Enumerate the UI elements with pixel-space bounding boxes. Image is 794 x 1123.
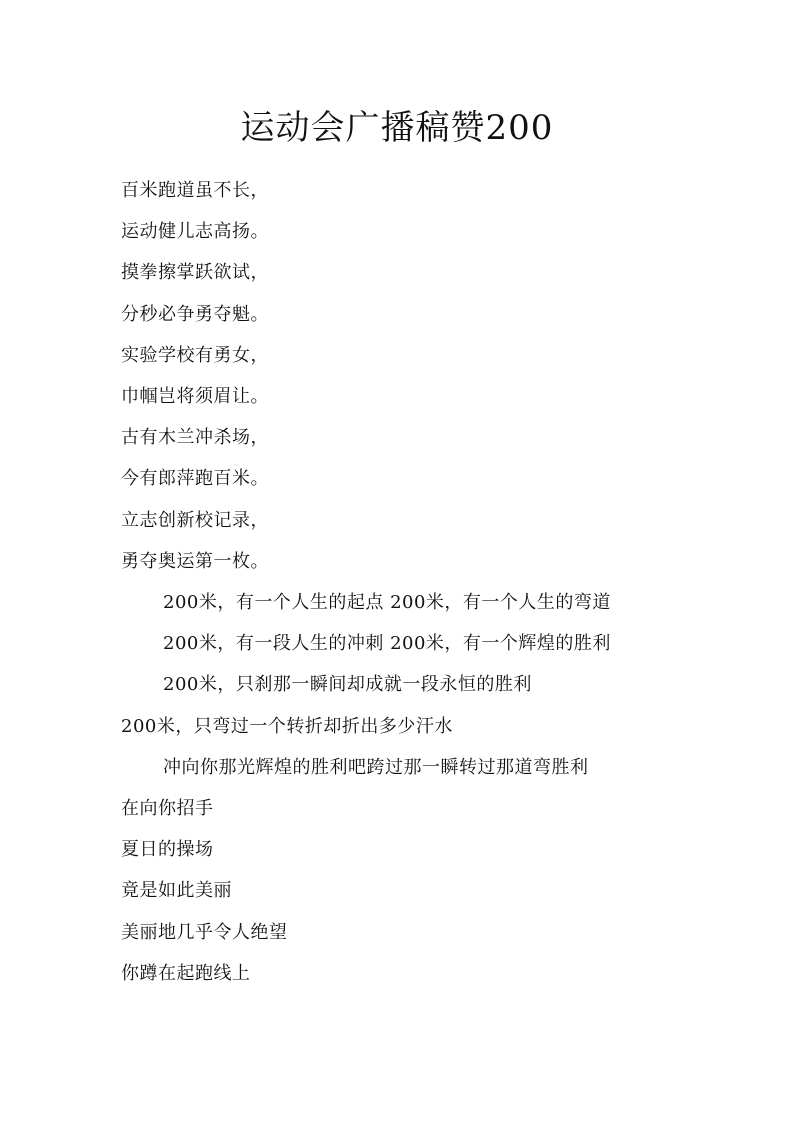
body-line: 200米，只刹那一瞬间却成就一段永恒的胜利 <box>163 674 532 696</box>
body-line: 分秒必争勇夺魁。 <box>121 303 269 325</box>
body-line: 你蹲在起跑线上 <box>121 962 251 984</box>
body-line: 在向你招手 <box>121 798 214 819</box>
body-line: 运动健儿志高扬。 <box>121 221 269 243</box>
body-line: 古有木兰冲杀场， <box>121 427 269 449</box>
body-line: 美丽地几乎令人绝望 <box>121 921 288 943</box>
body-line: 200米，有一个人生的起点 200米，有一个人生的弯道 <box>163 592 611 613</box>
body-line: 摸拳擦掌跃欲试， <box>121 262 269 284</box>
body-line: 夏日的操场 <box>121 839 214 861</box>
body-line: 勇夺奥运第一枚。 <box>121 550 269 572</box>
document-title: 运动会广播稿赞200 <box>240 108 554 148</box>
body-line: 今有郎萍跑百米。 <box>121 468 269 490</box>
body-line: 200米，有一段人生的冲刺 200米，有一个辉煌的胜利 <box>163 633 611 655</box>
body-line: 200米，只弯过一个转折却折出多少汗水 <box>121 715 453 737</box>
body-line: 百米跑道虽不长， <box>121 180 269 201</box>
body-line: 竟是如此美丽 <box>121 880 232 902</box>
body-line: 实验学校有勇女， <box>121 344 269 366</box>
body-line: 巾帼岂将须眉让。 <box>121 386 269 407</box>
body-line: 冲向你那光辉煌的胜利吧跨过那一瞬转过那道弯胜利 <box>163 756 589 778</box>
body-line: 立志创新校记录， <box>121 509 269 531</box>
